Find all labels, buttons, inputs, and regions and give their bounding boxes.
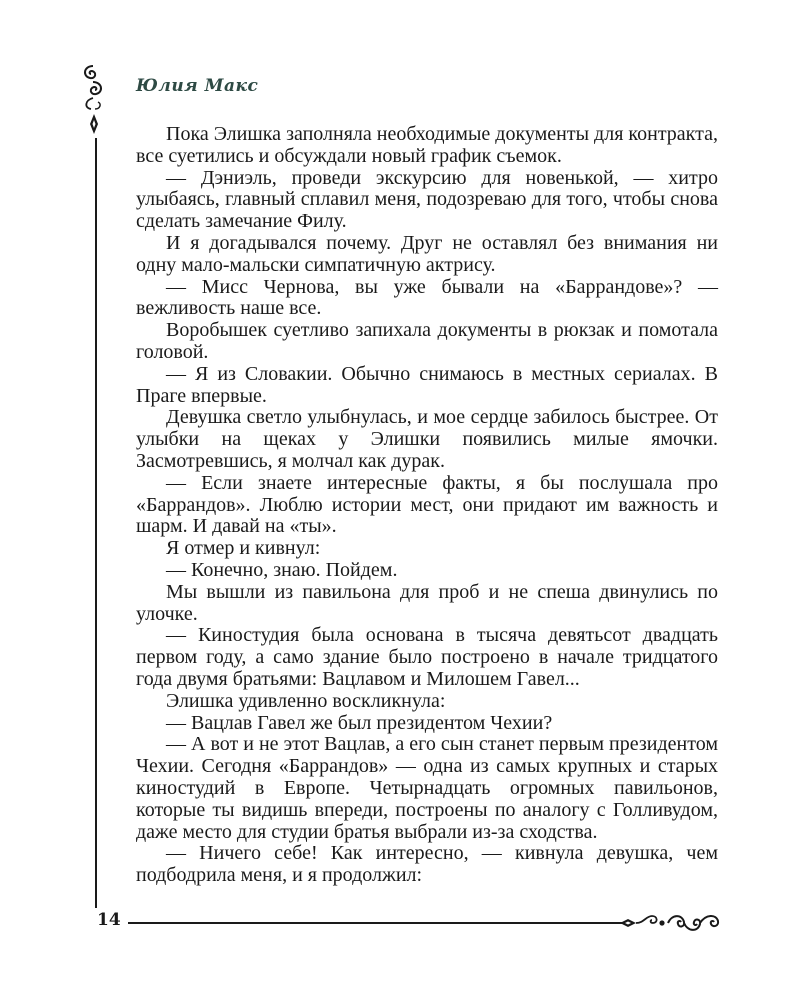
bottom-rule bbox=[128, 922, 628, 924]
paragraph: Мы вышли из павильона для проб и не спеша двинулись по улочке. bbox=[136, 580, 718, 625]
paragraph: Я отмер и кивнул: bbox=[166, 537, 321, 560]
paragraph: Элишка удивленно воскликнула: bbox=[166, 689, 446, 712]
paragraph: Пока Элишка заполняла необходимые документы для контракта, все суетились и обсуждали новый график съемок. bbox=[136, 123, 718, 167]
running-head-author: Юлия Макс bbox=[136, 76, 259, 96]
scroll-ornament-icon bbox=[78, 62, 108, 142]
paragraph: — Конечно, знаю. Пойдем. bbox=[166, 558, 398, 581]
paragraph: — Я из Словакии. Обычно снимаюсь в местных сериалах. В Праге впервые. bbox=[136, 362, 718, 407]
paragraph: — Киностудия была основана в тысяча девятьсот двадцать первом году, а само здание было построено в начале тридцатого года двумя братьями: Вацлавом и Милошем Гавел... bbox=[136, 624, 718, 690]
paragraph: — Дэниэль, проведи экскурсию для новенькой, — хитро улыбаясь, главный сплавил меня, подозреваю для того, чтобы снова сделать замечание Филу. bbox=[136, 166, 718, 233]
left-vertical-rule bbox=[95, 138, 97, 908]
paragraph: — Ничего себе! Как интересно, — кивнула девушка, чем подбодрила меня, и я продолжил: bbox=[136, 842, 718, 887]
flourish-ornament-icon bbox=[618, 908, 722, 938]
paragraph: Девушка светло улыбнулась, и мое сердце забилось быстрее. От улыбки на щеках у Элишки появились милые ямочки. Засмотревшись, я молчал как дурак. bbox=[136, 406, 718, 472]
body-text bbox=[136, 124, 718, 887]
paragraph: — Мисс Чернова, вы уже бывали на «Баррандове»? — вежливость наше все. bbox=[136, 275, 718, 320]
paragraph: — Вацлав Гавел же был президентом Чехии? bbox=[166, 711, 553, 734]
paragraph: И я догадывался почему. Друг не оставлял без внимания ни одну мало-мальски симпатичную актрису. bbox=[136, 231, 718, 276]
paragraph: — А вот и не этот Вацлав, а его сын станет первым президентом Чехии. Сегодня «Баррандов» — одна из самых крупных и старых киностудий в Европе. Четырнадцать огромных павильонов, которые ты видишь впереди, построены по аналогу с Голливудом, даже место для студии братья выбрали из-за сходства. bbox=[136, 733, 718, 843]
paragraph: Воробышек суетливо запихала документы в рюкзак и помотала головой. bbox=[136, 319, 718, 363]
paragraph: — Если знаете интересные факты, я бы послушала про «Баррандов». Люблю истории мест, они придают им важность и шарм. И давай на «ты». bbox=[136, 471, 718, 538]
page-number: 14 bbox=[97, 910, 121, 930]
